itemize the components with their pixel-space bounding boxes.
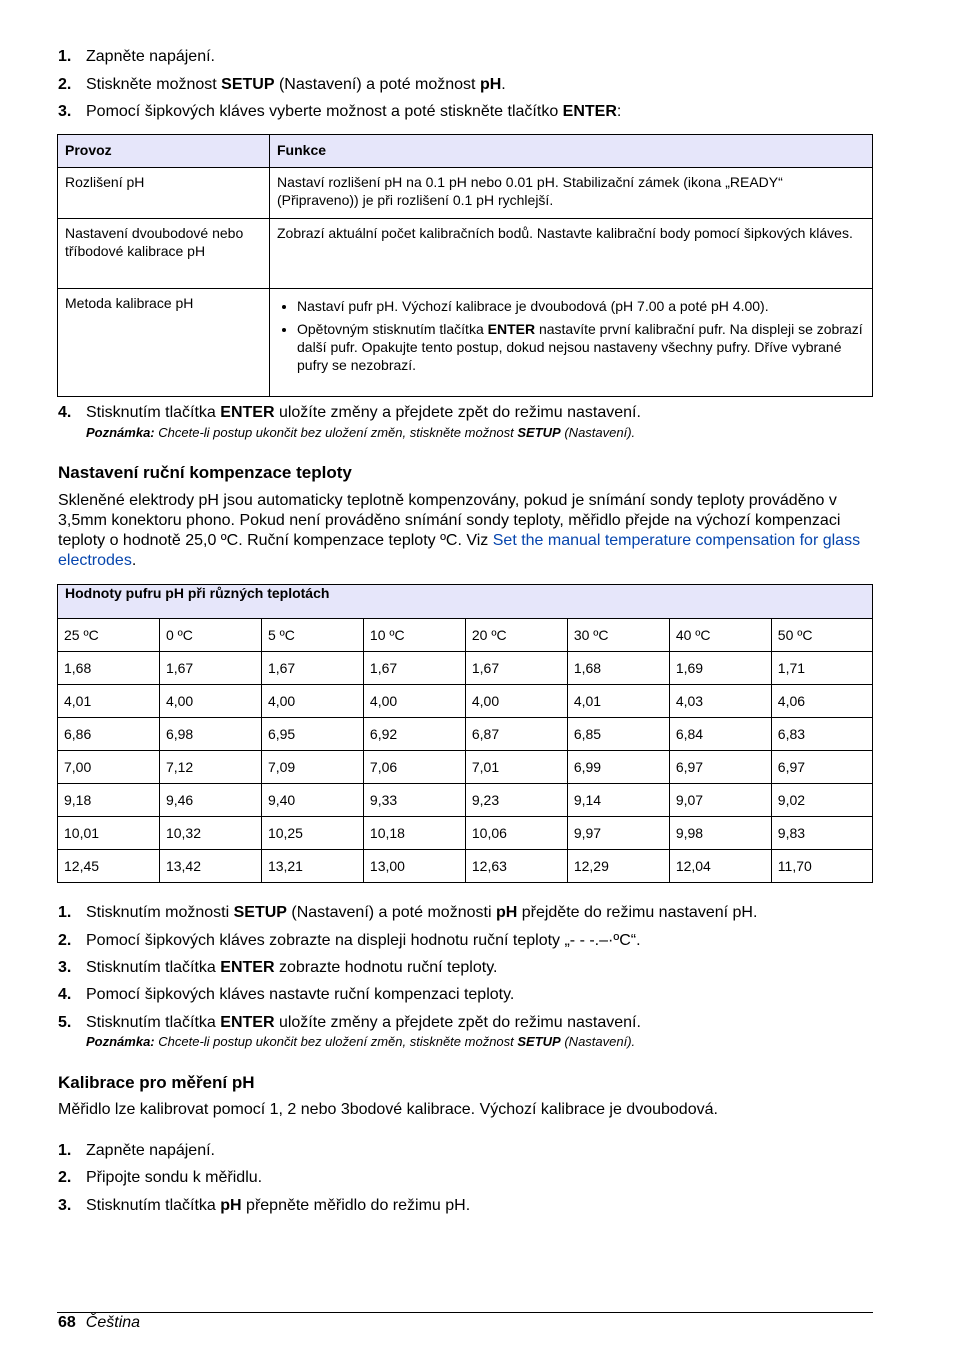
cross-reference-link[interactable]: Set the manual temperature compensation for glass electrodes: [58, 532, 861, 569]
table-cell: 1,69: [669, 652, 771, 685]
step-number: 1.: [58, 1142, 72, 1159]
step-text: Stisknutím tlačítka ENTER uložíte změny a přejdete zpět do režimu nastavení.: [86, 1014, 641, 1031]
table-cell: 1,67: [261, 652, 363, 685]
table-cell: 4,01: [58, 685, 160, 718]
table-cell: 9,14: [567, 784, 669, 817]
step-a-3: [58, 102, 621, 122]
table-cell: 1,67: [465, 652, 567, 685]
table-cell: 12,63: [465, 850, 567, 883]
table-cell: 1,68: [567, 652, 669, 685]
table-cell: 0 ºC: [159, 619, 261, 652]
table-cell: 9,18: [58, 784, 160, 817]
step-b-1: [58, 903, 757, 923]
page-number: 68: [58, 1314, 76, 1331]
table-cell: 9,07: [669, 784, 771, 817]
fn-cell: Nastaví rozlišení pH na 0.1 pH nebo 0.01 pH. Stabilizační zámek (ikona „READY“ (Připraveno)) je při rozlišení 0.1 pH rychlejší.: [270, 168, 873, 219]
table-cell: 13,00: [363, 850, 465, 883]
table-cell: 9,23: [465, 784, 567, 817]
header-row: [58, 619, 873, 652]
table-cell: 6,85: [567, 718, 669, 751]
table-cell: 6,95: [261, 718, 363, 751]
table-cell: 40 ºC: [669, 619, 771, 652]
table-cell: 12,45: [58, 850, 160, 883]
paragraph-text: Skleněné elektrody pH jsou automaticky teplotně kompenzovány, pokud je snímání sondy teploty prováděno v 3,5mm konektoru phono. Pokud není prováděno snímání sondy teploty, měřidlo přejde na výchozí kompenzaci teploty o hodnotě 25,0 ºC. Ruční kompenzace teploty ºC. Viz: [58, 492, 841, 549]
table-cell: 7,12: [159, 751, 261, 784]
step-text: Stisknutím tlačítka ENTER zobrazte hodnotu ruční teploty.: [86, 959, 498, 976]
table-cell: 12,04: [669, 850, 771, 883]
table-cell: 6,83: [771, 718, 872, 751]
table-cell: 9,33: [363, 784, 465, 817]
footer-language: Čeština: [85, 1314, 141, 1331]
table-row: [58, 219, 873, 289]
table-cell: 10,25: [261, 817, 363, 850]
step-number: 2.: [58, 1169, 72, 1186]
step-number: 2.: [58, 76, 72, 93]
step-number: 5.: [58, 1014, 72, 1031]
table-row: [58, 817, 873, 850]
table-cell: 13,42: [159, 850, 261, 883]
table-cell: 6,98: [159, 718, 261, 751]
step-text: Stisknutím možnosti SETUP (Nastavení) a poté možnosti pH přejděte do režimu nastavení pH.: [86, 904, 758, 921]
table-cell: 7,00: [58, 751, 160, 784]
step-b-4: [58, 985, 514, 1005]
step-number: 4.: [58, 404, 72, 421]
step-number: 4.: [58, 986, 72, 1003]
table-cell: 4,00: [363, 685, 465, 718]
step-c-1: [58, 1141, 215, 1161]
table-cell: 6,92: [363, 718, 465, 751]
table-row: [58, 751, 873, 784]
step-number: 3.: [58, 959, 72, 976]
table-cell: 6,97: [669, 751, 771, 784]
column-header-funkce: Funkce: [270, 135, 873, 168]
table-cell: 5 ºC: [261, 619, 363, 652]
section-title-temp-compensation: Nastavení ruční kompenzace teploty: [58, 463, 352, 482]
list-item: • Opětovným stisknutím tlačítka ENTER nastavíte první kalibrační pufr. Na displeji se zobrazí další pufr. Opakujte tento postup, dokud nejsou nastaveny všechny pufry. Dříve vybrané pufry se nezobrazí.: [297, 320, 865, 374]
table-cell: 1,71: [771, 652, 872, 685]
table-row: [58, 685, 873, 718]
fn-cell: Zobrazí aktuální počet kalibračních bodů. Nastavte kalibrační body pomocí šipkových kláves.: [270, 219, 873, 289]
step-b-2: [58, 931, 641, 951]
table-row: [58, 850, 873, 883]
table-cell: 30 ºC: [567, 619, 669, 652]
settings-table: [57, 134, 873, 397]
step-text: Pomocí šipkových kláves nastavte ruční kompenzaci teploty.: [86, 986, 515, 1003]
page-footer: [58, 1313, 140, 1333]
step-c-3: [58, 1196, 470, 1216]
table-cell: 9,40: [261, 784, 363, 817]
section-paragraph: [58, 491, 873, 571]
fn-cell: [270, 289, 873, 397]
section-paragraph: Měřidlo lze kalibrovat pomocí 1, 2 nebo 3bodové kalibrace. Výchozí kalibrace je dvoubodová.: [58, 1101, 718, 1118]
table-cell: 6,84: [669, 718, 771, 751]
table-cell: 13,21: [261, 850, 363, 883]
step-b-3: [58, 958, 497, 978]
step-c-2: [58, 1168, 262, 1188]
table-cell: 1,68: [58, 652, 160, 685]
table-cell: 4,00: [159, 685, 261, 718]
step-a-4: [58, 403, 641, 423]
table-cell: 1,67: [363, 652, 465, 685]
table-cell: 4,00: [261, 685, 363, 718]
table-cell: 1,67: [159, 652, 261, 685]
table-cell: 6,99: [567, 751, 669, 784]
table-cell: 10,32: [159, 817, 261, 850]
table-cell: 9,83: [771, 817, 872, 850]
section-title-calibration: Kalibrace pro měření pH: [58, 1073, 255, 1092]
table-cell: 10,18: [363, 817, 465, 850]
table-cell: 20 ºC: [465, 619, 567, 652]
table-row: [58, 784, 873, 817]
table-cell: 9,97: [567, 817, 669, 850]
table-cell: 6,86: [58, 718, 160, 751]
table-row: [58, 289, 873, 397]
table-cell: 11,70: [771, 850, 872, 883]
step-number: 1.: [58, 48, 72, 65]
step-a-1: [58, 47, 215, 67]
step-a-2: [58, 75, 506, 95]
table-cell: 10 ºC: [363, 619, 465, 652]
step-text: Připojte sondu k měřidlu.: [86, 1169, 263, 1186]
table-cell: 4,01: [567, 685, 669, 718]
table-row: [58, 718, 873, 751]
step-number: 2.: [58, 932, 72, 949]
table-row: [58, 168, 873, 219]
note: Poznámka: Chcete-li postup ukončit bez uložení změn, stiskněte možnost SETUP (Nastavení).: [86, 1034, 636, 1049]
table-cell: 9,02: [771, 784, 872, 817]
table-cell: 10,01: [58, 817, 160, 850]
table-row: [58, 652, 873, 685]
table-cell: 4,03: [669, 685, 771, 718]
table-cell: 4,00: [465, 685, 567, 718]
table-cell: 50 ºC: [771, 619, 872, 652]
step-number: 3.: [58, 103, 72, 120]
list-item: • Nastaví pufr pH. Výchozí kalibrace je dvoubodová (pH 7.00 a poté pH 4.00).: [297, 297, 865, 315]
op-cell: Metoda kalibrace pH: [58, 289, 270, 397]
table-cell: 7,09: [261, 751, 363, 784]
op-cell: Nastavení dvoubodové nebo tříbodové kalibrace pH: [58, 219, 270, 289]
step-text: Zapněte napájení.: [86, 48, 215, 65]
op-cell: Rozlišení pH: [58, 168, 270, 219]
step-text: Stisknutím tlačítka ENTER uložíte změny a přejdete zpět do režimu nastavení.: [86, 404, 641, 421]
step-text: Pomocí šipkových kláves vyberte možnost a poté stiskněte tlačítko ENTER:: [86, 103, 622, 120]
table-cell: 10,06: [465, 817, 567, 850]
note: Poznámka: Chcete-li postup ukončit bez uložení změn, stiskněte možnost SETUP (Nastavení).: [86, 425, 636, 440]
table-cell: 4,06: [771, 685, 872, 718]
step-number: 1.: [58, 904, 72, 921]
table-title: Hodnoty pufru pH při různých teplotách: [58, 585, 873, 619]
step-text: Stiskněte možnost SETUP (Nastavení) a poté možnost pH.: [86, 76, 506, 93]
table-cell: 6,87: [465, 718, 567, 751]
bullet-list: [277, 297, 865, 374]
column-header-provoz: Provoz: [58, 135, 270, 168]
buffer-values-table: [57, 584, 873, 883]
table-cell: 9,46: [159, 784, 261, 817]
step-text: Pomocí šipkových kláves zobrazte na displeji hodnotu ruční teploty „- - -.–·ºC“.: [86, 932, 641, 949]
step-number: 3.: [58, 1197, 72, 1214]
table-cell: 9,98: [669, 817, 771, 850]
step-text: Stisknutím tlačítka pH přepněte měřidlo do režimu pH.: [86, 1197, 471, 1214]
table-cell: 6,97: [771, 751, 872, 784]
table-cell: 12,29: [567, 850, 669, 883]
footer-divider: [57, 1312, 873, 1313]
table-cell: 7,01: [465, 751, 567, 784]
step-text: Zapněte napájení.: [86, 1142, 215, 1159]
table-cell: 7,06: [363, 751, 465, 784]
step-b-5: [58, 1013, 641, 1033]
table-cell: 25 ºC: [58, 619, 160, 652]
paragraph-end: .: [131, 552, 137, 569]
